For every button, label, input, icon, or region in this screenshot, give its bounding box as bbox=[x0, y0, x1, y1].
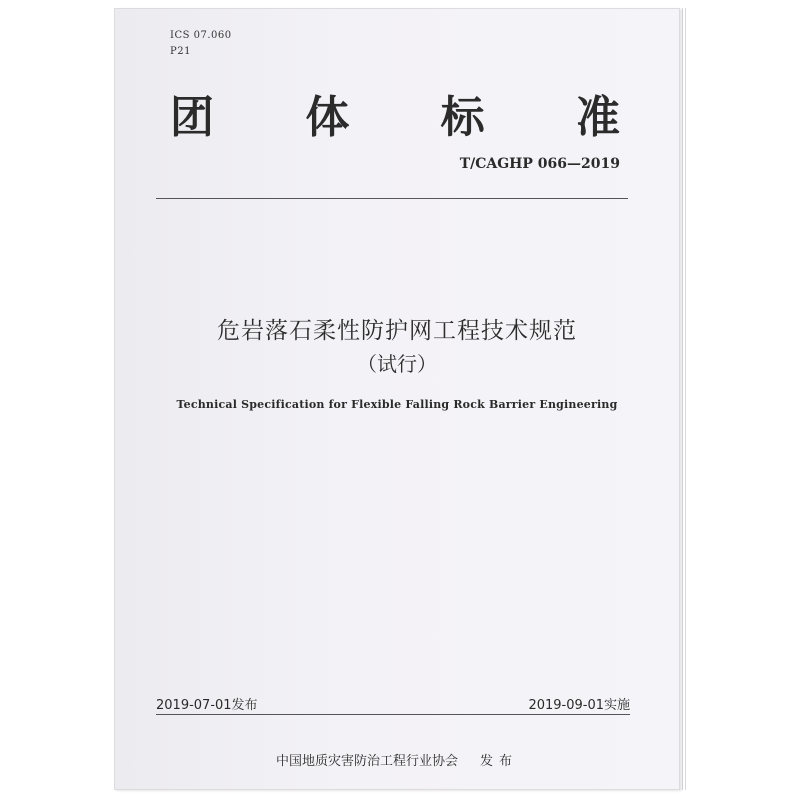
release-date: 2019-07-01发布 bbox=[156, 698, 258, 713]
page-edge-line bbox=[685, 8, 686, 790]
document-type-char: 体 bbox=[305, 92, 350, 143]
classification-code: P21 bbox=[170, 46, 191, 57]
publisher-line bbox=[114, 750, 680, 769]
document-type-char: 准 bbox=[575, 92, 620, 143]
implementation-date: 2019-09-01实施 bbox=[528, 698, 630, 713]
chinese-title: 危岩落石柔性防护网工程技术规范 bbox=[217, 318, 577, 344]
document-type-char: 标 bbox=[440, 92, 485, 143]
document-type-title bbox=[170, 88, 620, 148]
standard-cover bbox=[114, 8, 680, 790]
publish-action: 发布 bbox=[480, 754, 519, 769]
publisher-name: 中国地质灾害防治工程行业协会 bbox=[275, 754, 458, 769]
top-divider bbox=[156, 198, 628, 199]
english-title: Technical Specification for Flexible Falling Rock Barrier Engineering bbox=[176, 398, 618, 411]
trial-subtitle: （试行） bbox=[357, 352, 437, 376]
standard-number: T/CAGHP 066—2019 bbox=[459, 156, 620, 172]
bottom-divider bbox=[156, 714, 630, 715]
ics-code: ICS 07.060 bbox=[170, 30, 232, 41]
document-type-char: 团 bbox=[170, 92, 214, 143]
page-edge-line bbox=[682, 8, 683, 790]
